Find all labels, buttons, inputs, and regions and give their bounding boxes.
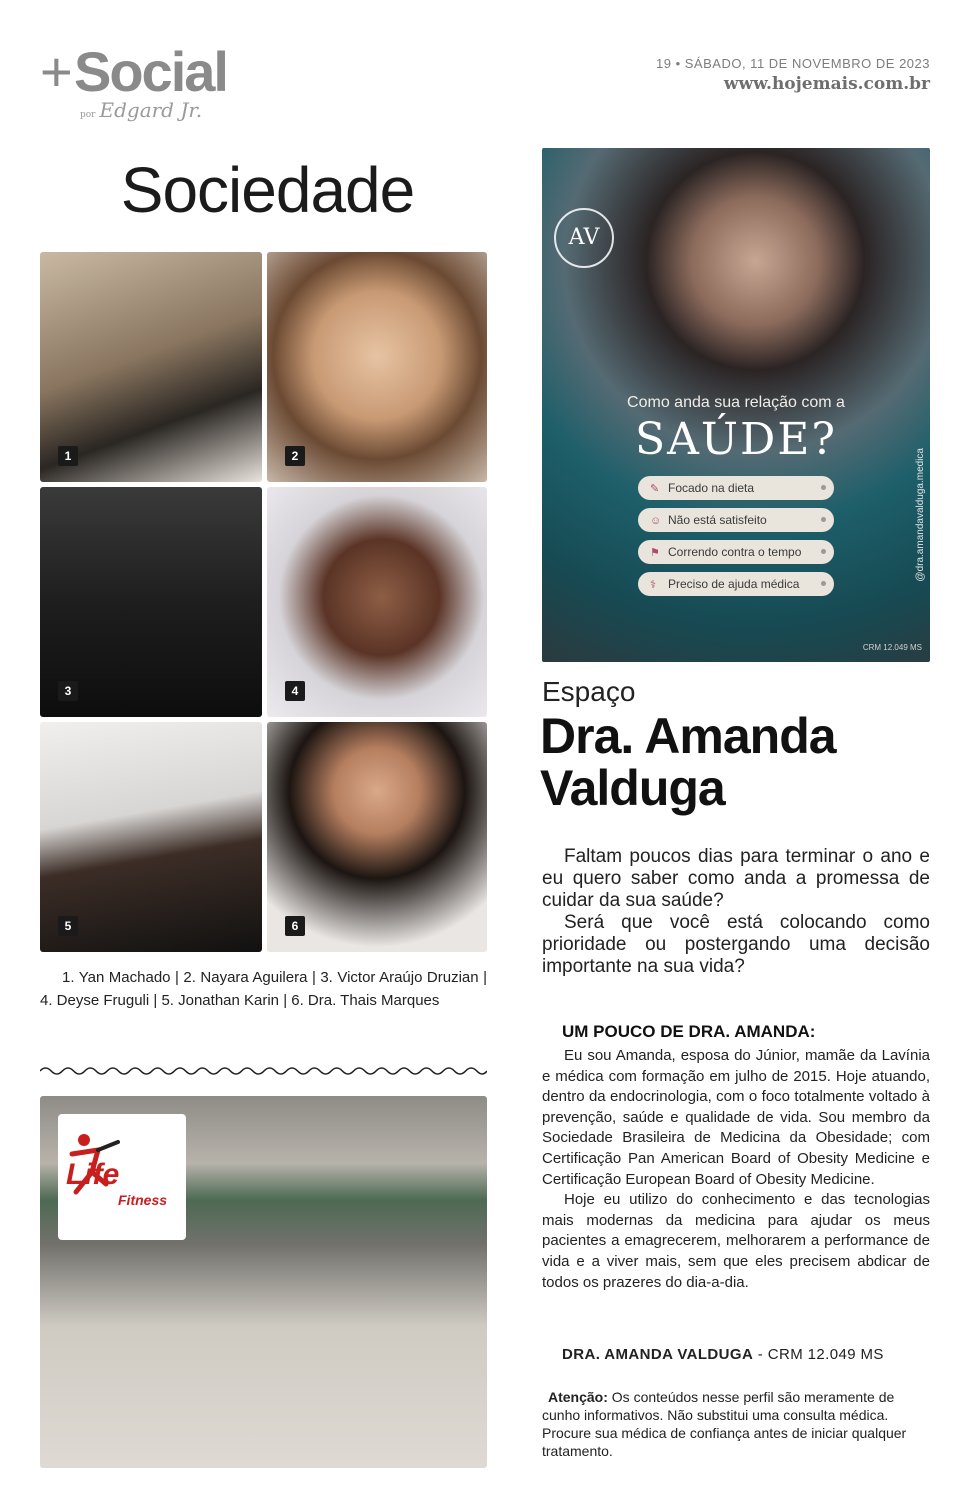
- bullet-icon: [821, 549, 826, 554]
- photo-number: 5: [58, 916, 78, 936]
- gym-advertisement: [40, 1096, 487, 1468]
- bullet-icon: [821, 485, 826, 490]
- logo-word-life: Life: [66, 1158, 120, 1191]
- section-title: Sociedade: [120, 154, 415, 226]
- photo-1: [40, 252, 262, 482]
- life-fitness-logo: [58, 1114, 186, 1240]
- bullet-icon: [821, 517, 826, 522]
- columnist-signature: [80, 98, 202, 122]
- dateline: 19 • SÁBADO, 11 DE NOVEMBRO DE 2023: [656, 56, 930, 71]
- running-icon: ⚑: [650, 547, 660, 559]
- photo-number: 6: [285, 916, 305, 936]
- logo-word-fitness: Fitness: [118, 1192, 168, 1208]
- body-paragraph: Hoje eu utilizo do conhecimento e das tecnologias mais modernas da medicina para ajudar os meus pacientes a emagrecerem, melhorarem a performance de vida e a viver mais, sem que eles precisem abdicar de todos os prazeres do dia-a-dia.: [542, 1191, 930, 1291]
- article-body: [542, 1046, 930, 1293]
- photo-number: 2: [285, 446, 305, 466]
- photo-caption: 1. Yan Machado | 2. Nayara Aguilera | 3. Victor Araújo Druzian | 4. Deyse Fruguli | 5. Jonathan Karin | 6. Dra. Thais Marques: [40, 969, 487, 1009]
- promo-option-3: [638, 540, 834, 564]
- intro-paragraph: Faltam poucos dias para terminar o ano e eu quero saber como anda a promessa de cuidar da sua saúde?: [542, 846, 930, 911]
- promo-option-4: [638, 572, 834, 596]
- article-intro: [542, 846, 930, 978]
- diet-icon: ✎: [650, 483, 660, 495]
- health-promo-image: [542, 148, 930, 662]
- av-monogram-logo: AV: [554, 208, 614, 268]
- instagram-handle: @dra.amandavalduga.medica: [915, 448, 926, 582]
- promo-question: Como anda sua relação com a: [627, 394, 845, 411]
- article-headline: Dra. Amanda Valduga: [540, 708, 836, 816]
- photo-2: [267, 252, 487, 482]
- body-paragraph: Eu sou Amanda, esposa do Júnior, mamãe da Lavínia e médica com formação em julho de 2015. Hoje atuando, dentro da endocrinologia, com o foco totalmente voltado à prevenção, saúde e qualidade de vida. Sou membro da Sociedade Brasileira de Medicina da Obesidade; com Certificação Pan American Board of Obesity Medicine e Certificação European Board of Obesity Medicine.: [542, 1047, 930, 1188]
- signature-prefix: por: [80, 110, 96, 120]
- face-icon: ☺: [650, 515, 662, 527]
- promo-headline: SAÚDE?: [635, 414, 837, 465]
- photo-5: [40, 722, 262, 952]
- option-label: Focado na dieta: [668, 481, 755, 495]
- photo-6: [267, 722, 487, 952]
- bullet-icon: [821, 581, 826, 586]
- note-label: Atenção:: [548, 1389, 608, 1405]
- intro-paragraph: Será que você está colocando como prioridade ou postergando uma decisão importante na sua vida?: [542, 912, 930, 977]
- site-url[interactable]: www.hojemais.com.br: [723, 74, 930, 94]
- section-logo: [40, 40, 250, 130]
- disclaimer-note: [542, 1388, 930, 1460]
- photo-4: [267, 487, 487, 717]
- stethoscope-icon: ⚕: [650, 579, 656, 591]
- article-kicker: Espaço: [542, 676, 636, 707]
- photo-number: 4: [285, 681, 305, 701]
- signature-name: DRA. AMANDA VALDUGA: [562, 1346, 754, 1363]
- signature-crm: - CRM 12.049 MS: [753, 1346, 884, 1363]
- promo-option-1: [638, 476, 834, 500]
- brand-word: Social: [74, 40, 227, 103]
- photo-3: [40, 487, 262, 717]
- brand-plus: +: [40, 40, 73, 103]
- photo-number: 1: [58, 446, 78, 466]
- option-label: Preciso de ajuda médica: [668, 577, 800, 591]
- wave-divider: [40, 1064, 487, 1078]
- promo-crm: CRM 12.049 MS: [862, 643, 922, 652]
- article-signature: [562, 1346, 884, 1363]
- article-subhead: UM POUCO DE DRA. AMANDA:: [562, 1022, 816, 1041]
- option-label: Correndo contra o tempo: [668, 545, 802, 559]
- signature-name: Edgard Jr.: [99, 98, 203, 122]
- photo-number: 3: [58, 681, 78, 701]
- note-text: Os conteúdos nesse perfil são meramente de cunho informativos. Não substitui uma consulta médica. Procure sua médica de confiança antes de iniciar qualquer tratamento.: [542, 1389, 907, 1459]
- promo-option-2: [638, 508, 834, 532]
- option-label: Não está satisfeito: [668, 513, 767, 527]
